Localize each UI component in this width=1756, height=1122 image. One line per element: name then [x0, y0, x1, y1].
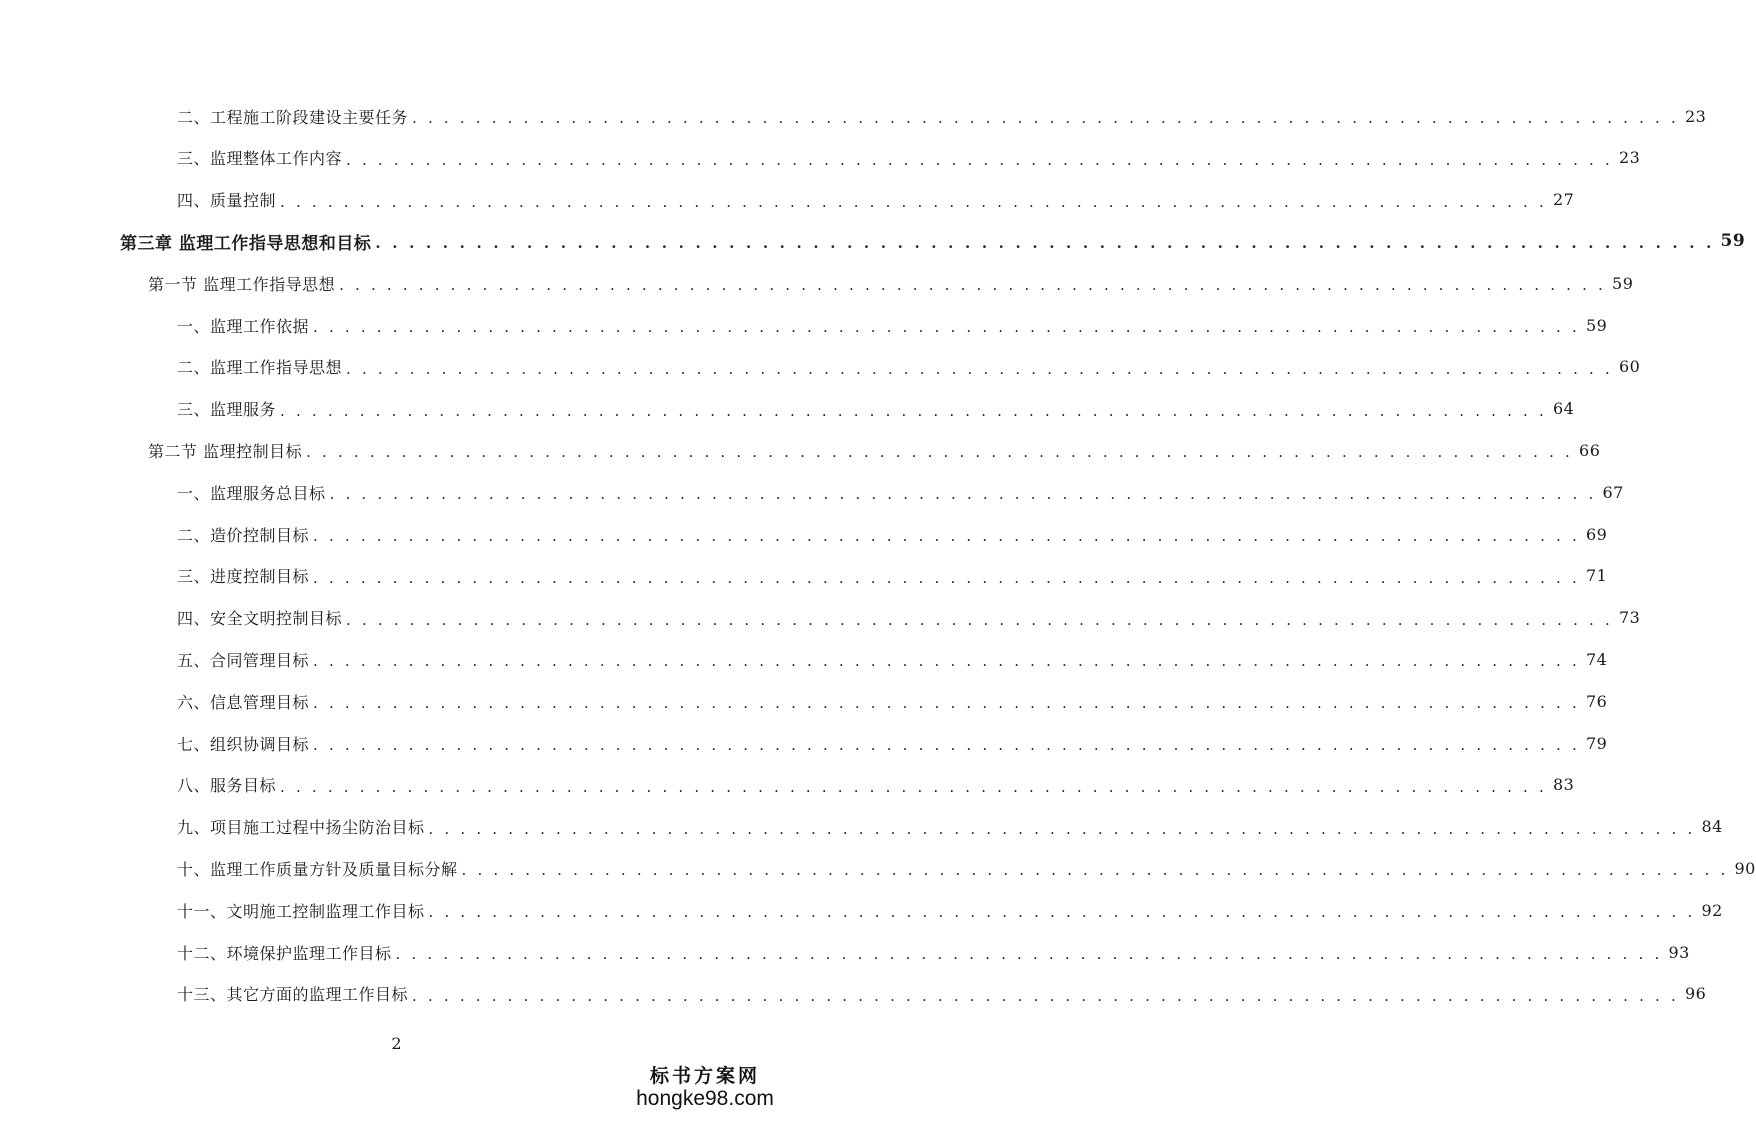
toc-entry-page: 74: [1585, 649, 1608, 669]
toc-entry[interactable]: [0, 931, 1690, 973]
toc-leader-dots: . . . . . . . . . . . . . . . . . . . . . . . . . . . . . . . . . . . . . . . . . . . . . . . . . . . . . . . . . . . . . . . . . . . . . . . . . . . . . . . .: [412, 109, 1679, 127]
toc-entry[interactable]: [0, 262, 1634, 304]
toc-entry[interactable]: [0, 847, 1756, 889]
toc-leader-dots: . . . . . . . . . . . . . . . . . . . . . . . . . . . . . . . . . . . . . . . . . . . . . . . . . . . . . . . . . . . . . . . . . . . . . . . . . . . . . . . .: [346, 359, 1613, 378]
toc-leader-dots: . . . . . . . . . . . . . . . . . . . . . . . . . . . . . . . . . . . . . . . . . . . . . . . . . . . . . . . . . . . . . . . . . . . . . . . . . . . . . . . .: [313, 694, 1580, 713]
toc-entry-page: 27: [1552, 190, 1575, 210]
toc-entry-page: 90: [1734, 858, 1756, 878]
toc-leader-dots: . . . . . . . . . . . . . . . . . . . . . . . . . . . . . . . . . . . . . . . . . . . . . . . . . . . . . . . . . . . . . . . . . . . . . . . . . . . . . . . .: [313, 568, 1580, 587]
toc-entry[interactable]: [0, 137, 1641, 179]
toc-leader-dots: . . . . . . . . . . . . . . . . . . . . . . . . . . . . . . . . . . . . . . . . . . . . . . . . . . . . . . . . . . . . . . . . . . . . . . . . . . . . . . . .: [375, 234, 1715, 253]
toc-entry-title: 三、监理服务: [177, 400, 277, 420]
toc-leader-dots: . . . . . . . . . . . . . . . . . . . . . . . . . . . . . . . . . . . . . . . . . . . . . . . . . . . . . . . . . . . . . . . . . . . . . . . . . . . . . . . .: [280, 777, 1547, 796]
watermark-chinese: 标书方案网: [649, 1065, 760, 1087]
toc-entry-title: 一、监理工作依据: [177, 316, 310, 336]
toc-entry-page: 59: [1612, 273, 1634, 293]
toc-leader-dots: . . . . . . . . . . . . . . . . . . . . . . . . . . . . . . . . . . . . . . . . . . . . . . . . . . . . . . . . . . . . . . . . . . . . . . . . . . . . . . . .: [280, 192, 1547, 211]
toc-entry-title: 九、项目施工过程中扬尘防治目标: [177, 818, 425, 838]
toc-entry-page: 93: [1668, 942, 1690, 962]
toc-entry[interactable]: [0, 346, 1641, 388]
toc-entry-title: 二、造价控制目标: [177, 525, 310, 545]
toc-leader-dots: . . . . . . . . . . . . . . . . . . . . . . . . . . . . . . . . . . . . . . . . . . . . . . . . . . . . . . . . . . . . . . . . . . . . . . . . . . . . . . . .: [313, 736, 1580, 754]
toc-entry[interactable]: [0, 722, 1608, 764]
toc-entry-page: 92: [1701, 900, 1723, 920]
watermark-logo: [635, 1061, 775, 1110]
toc-entry-page: 73: [1618, 608, 1641, 628]
toc-entry-page: 79: [1585, 733, 1608, 753]
page-number: 2: [391, 1034, 402, 1053]
toc-entry-title: 一、监理服务总目标: [177, 483, 326, 503]
toc-entry-title: 三、监理整体工作内容: [177, 149, 343, 169]
toc-entry[interactable]: [0, 513, 1608, 555]
toc-entry-page: 60: [1618, 357, 1641, 377]
toc-entry-page: 67: [1602, 482, 1624, 502]
toc-entry-title: 八、服务目标: [177, 776, 277, 796]
toc-entry-page: 66: [1579, 440, 1601, 460]
toc-entry[interactable]: [0, 471, 1624, 513]
toc-entry-title: 十二、环境保护监理工作目标: [177, 943, 392, 963]
toc-entry-page: 59: [1585, 315, 1608, 335]
toc-entry-title: 第二节 监理控制目标: [148, 441, 303, 461]
toc-entry-page: 23: [1684, 106, 1707, 126]
toc-leader-dots: . . . . . . . . . . . . . . . . . . . . . . . . . . . . . . . . . . . . . . . . . . . . . . . . . . . . . . . . . . . . . . . . . . . . . . . . . . . . . . . .: [428, 819, 1696, 838]
toc-leader-dots: . . . . . . . . . . . . . . . . . . . . . . . . . . . . . . . . . . . . . . . . . . . . . . . . . . . . . . . . . . . . . . . . . . . . . . . . . . . . . . . .: [346, 610, 1613, 629]
toc-entry-page: 23: [1618, 148, 1641, 168]
toc-entry[interactable]: [0, 429, 1601, 471]
toc-entry-page: 64: [1552, 399, 1575, 419]
toc-leader-dots: . . . . . . . . . . . . . . . . . . . . . . . . . . . . . . . . . . . . . . . . . . . . . . . . . . . . . . . . . . . . . . . . . . . . . . . . . . . . . . . .: [280, 401, 1547, 420]
toc-entry[interactable]: [0, 555, 1608, 597]
toc-entry-title: 十、监理工作质量方针及质量目标分解: [177, 859, 458, 879]
toc-entry-title: 六、信息管理目标: [177, 692, 310, 712]
toc-leader-dots: . . . . . . . . . . . . . . . . . . . . . . . . . . . . . . . . . . . . . . . . . . . . . . . . . . . . . . . . . . . . . . . . . . . . . . . . . . . . . . . .: [313, 318, 1580, 336]
toc-entry[interactable]: [0, 889, 1723, 931]
toc-entry-title: 七、组织协调目标: [177, 734, 310, 754]
toc-entry-title: 四、安全文明控制目标: [177, 609, 343, 629]
toc-entry[interactable]: [0, 806, 1723, 848]
toc-entry[interactable]: [0, 597, 1641, 639]
toc-entry-title: 十一、文明施工控制监理工作目标: [177, 901, 425, 921]
toc-entry-title: 四、质量控制: [177, 191, 277, 211]
toc-leader-dots: . . . . . . . . . . . . . . . . . . . . . . . . . . . . . . . . . . . . . . . . . . . . . . . . . . . . . . . . . . . . . . . . . . . . . . . . . . . . . . . .: [395, 945, 1663, 963]
toc-leader-dots: . . . . . . . . . . . . . . . . . . . . . . . . . . . . . . . . . . . . . . . . . . . . . . . . . . . . . . . . . . . . . . . . . . . . . . . . . . . . . . . .: [346, 150, 1613, 169]
toc-entry-title: 十三、其它方面的监理工作目标: [177, 985, 409, 1005]
toc-entry[interactable]: [0, 304, 1608, 346]
toc-leader-dots: . . . . . . . . . . . . . . . . . . . . . . . . . . . . . . . . . . . . . . . . . . . . . . . . . . . . . . . . . . . . . . . . . . . . . . . . . . . . . . . .: [461, 861, 1729, 880]
watermark-domain: hongke98.com: [636, 1087, 774, 1110]
toc-leader-dots: . . . . . . . . . . . . . . . . . . . . . . . . . . . . . . . . . . . . . . . . . . . . . . . . . . . . . . . . . . . . . . . . . . . . . . . . . . . . . . . .: [339, 276, 1607, 295]
toc-entry-title: 三、进度控制目标: [177, 567, 310, 587]
toc-entry-page: 84: [1701, 817, 1723, 837]
toc-entry[interactable]: [0, 95, 1707, 137]
toc-leader-dots: . . . . . . . . . . . . . . . . . . . . . . . . . . . . . . . . . . . . . . . . . . . . . . . . . . . . . . . . . . . . . . . . . . . . . . . . . . . . . . . .: [428, 903, 1696, 922]
toc-entry-page: 59: [1720, 231, 1746, 252]
toc-leader-dots: . . . . . . . . . . . . . . . . . . . . . . . . . . . . . . . . . . . . . . . . . . . . . . . . . . . . . . . . . . . . . . . . . . . . . . . . . . . . . . . .: [313, 652, 1580, 671]
toc-entry-page: 69: [1585, 524, 1608, 544]
toc-entry-title: 二、监理工作指导思想: [177, 358, 343, 378]
toc-entry-page: 71: [1585, 566, 1608, 586]
toc-entry-page: 96: [1684, 984, 1707, 1004]
toc-entry[interactable]: [0, 973, 1707, 1015]
toc-leader-dots: . . . . . . . . . . . . . . . . . . . . . . . . . . . . . . . . . . . . . . . . . . . . . . . . . . . . . . . . . . . . . . . . . . . . . . . . . . . . . . . .: [313, 527, 1580, 545]
toc-entry-page: 83: [1552, 775, 1575, 795]
toc-entry-title: 第一节 监理工作指导思想: [148, 274, 336, 294]
toc-entry[interactable]: [0, 179, 1575, 221]
toc-entry[interactable]: [0, 388, 1575, 430]
toc-entry-title: 五、合同管理目标: [177, 650, 310, 670]
toc-entry-title: 第三章 监理工作指导思想和目标: [120, 233, 372, 254]
toc-entry[interactable]: [0, 680, 1608, 722]
toc-leader-dots: . . . . . . . . . . . . . . . . . . . . . . . . . . . . . . . . . . . . . . . . . . . . . . . . . . . . . . . . . . . . . . . . . . . . . . . . . . . . . . . .: [329, 485, 1597, 504]
toc-entry-title: 二、工程施工阶段建设主要任务: [177, 107, 409, 127]
toc-entry[interactable]: [0, 638, 1608, 680]
toc-leader-dots: . . . . . . . . . . . . . . . . . . . . . . . . . . . . . . . . . . . . . . . . . . . . . . . . . . . . . . . . . . . . . . . . . . . . . . . . . . . . . . . .: [306, 443, 1574, 462]
toc-entry[interactable]: [0, 220, 1746, 262]
toc-leader-dots: . . . . . . . . . . . . . . . . . . . . . . . . . . . . . . . . . . . . . . . . . . . . . . . . . . . . . . . . . . . . . . . . . . . . . . . . . . . . . . . .: [412, 986, 1679, 1005]
toc-entry[interactable]: [0, 764, 1575, 806]
toc-entry-page: 76: [1585, 691, 1608, 711]
